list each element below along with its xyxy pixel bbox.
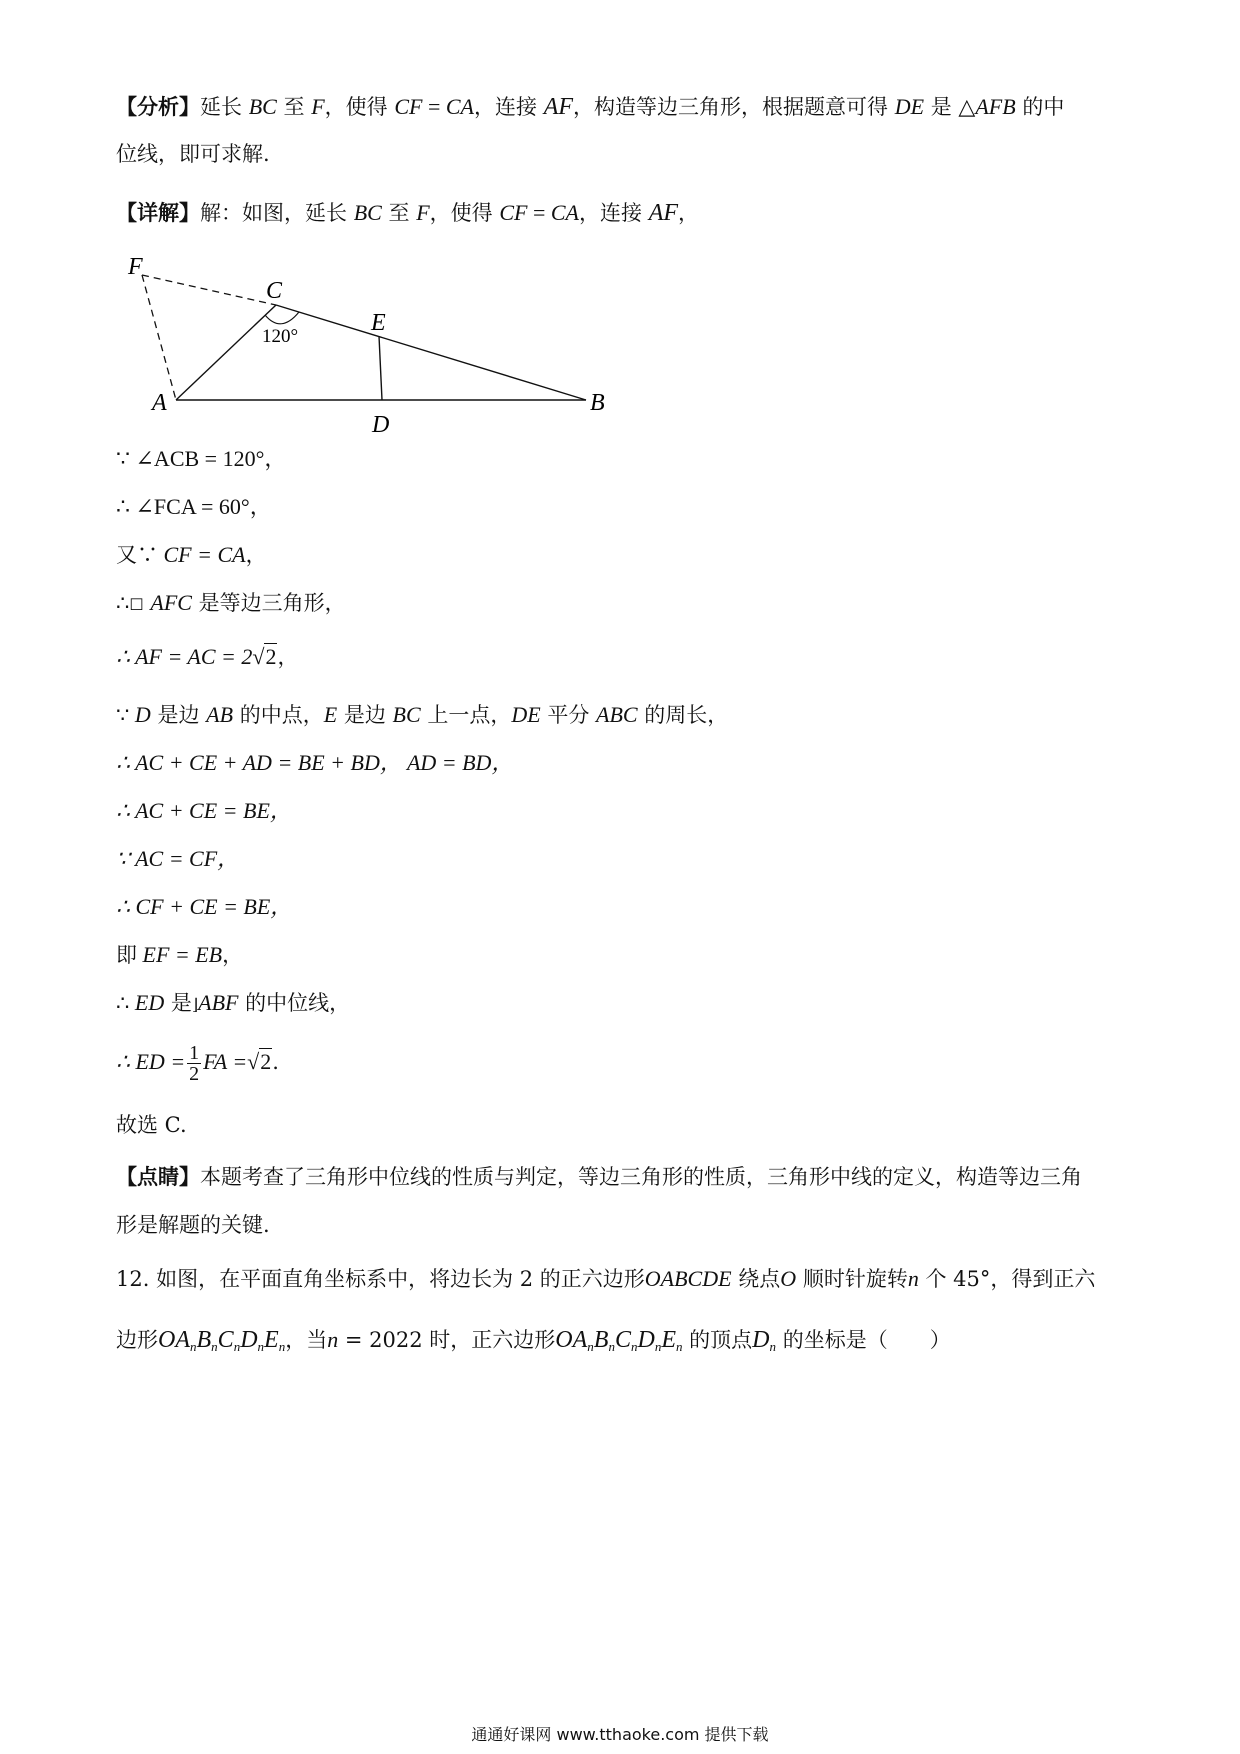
comment-tag: 【点睛】 — [116, 1164, 200, 1189]
step-2: ∴ ∠FCA = 60°， — [116, 494, 272, 519]
angle-label: 120° — [262, 326, 299, 347]
segment-cb — [276, 305, 586, 400]
step-11: 即 EF = EB， — [116, 942, 244, 967]
step-12: ∴ ED 是⌋ABF 的中位线， — [116, 990, 351, 1015]
segment-ac — [176, 305, 276, 400]
angle-arc — [265, 312, 299, 324]
label-c: C — [266, 278, 283, 304]
analysis-line-1: 【分析】延长 BC 至 F，使得 CF = CA，连接 AF，构造等边三角形，根据题意可得 DE 是 △AFB 的中 — [116, 94, 1065, 120]
segment-ed — [379, 336, 382, 400]
comment-line-2: 形是解题的关键. — [116, 1213, 270, 1237]
step-13: ∴ ED = $\frac{1}{2}$ FA =√2. — [116, 1042, 279, 1085]
detail-tag: 【详解】 — [116, 200, 200, 225]
step-3: 又∵ CF = CA， — [116, 542, 267, 567]
step-9: ∵ AC = CF， — [116, 846, 240, 871]
question-number: 12. — [116, 1267, 150, 1291]
analysis-line-2: 位线，即可求解. — [116, 142, 270, 166]
label-d: D — [372, 412, 390, 438]
label-b: B — [590, 390, 605, 416]
step-4: ∴☐ AFC 是等边三角形， — [116, 590, 346, 615]
segment-fa-dashed — [142, 275, 176, 400]
question-12-line-1: 12. 如图，在平面直角坐标系中，将边长为 2 的正六边形OABCDE 绕点O 顺时针旋转n 个 45°，得到正六 — [116, 1266, 1096, 1291]
step-8: ∴ AC + CE = BE， — [116, 798, 292, 823]
label-e: E — [371, 310, 386, 336]
segment-fc-dashed — [142, 275, 276, 305]
step-6: ∵ D 是边 AB 的中点，E 是边 BC 上一点，DE 平分 ABC 的周长， — [116, 702, 729, 727]
step-10: ∴ CF + CE = BE， — [116, 894, 293, 919]
step-1: ∵ ∠ACB = 120°， — [116, 446, 287, 471]
step-14: 故选 C. — [116, 1113, 187, 1137]
comment-line-1: 【点睛】本题考查了三角形中位线的性质与判定，等边三角形的性质，三角形中线的定义，构造等边三角 — [116, 1164, 1082, 1189]
label-f: F — [128, 254, 143, 280]
footer-watermark: 通通好课网 www.tthaoke.com 提供下载 — [471, 1725, 769, 1744]
analysis-tag: 【分析】 — [116, 94, 200, 119]
detail-line: 【详解】解：如图，延长 BC 至 F，使得 CF = CA，连接 AF， — [116, 200, 700, 226]
fraction-one-half: $\frac{1}{2}$ — [189, 1042, 200, 1085]
question-12-line-2: 边形$OA_nB_nC_nD_nE_n$，当n = 2022 时，正六边形$OA_nB_nC_nD_nE_n$ 的顶点$D_n$ 的坐标是（ ） — [116, 1327, 951, 1354]
triangle-figure — [116, 250, 636, 440]
step-5: ∴ AF = AC = 2√2， — [116, 644, 299, 669]
step-7: ∴ AC + CE + AD = BE + BD， AD = BD， — [116, 750, 514, 775]
label-a: A — [152, 390, 167, 416]
